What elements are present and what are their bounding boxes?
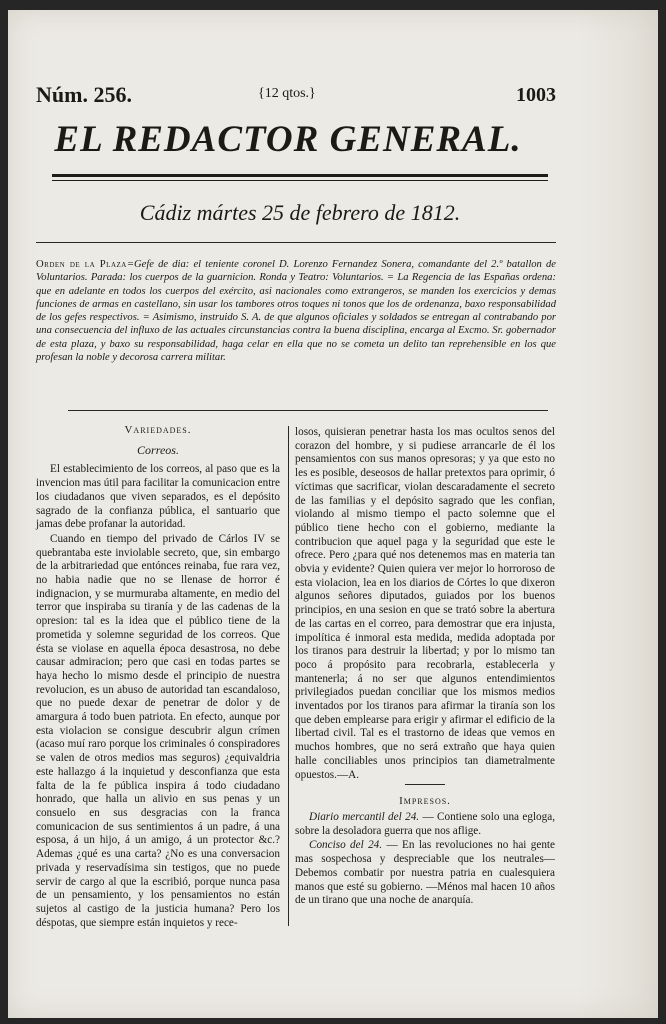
variedades-heading: Variedades. bbox=[124, 424, 192, 436]
impresos-item-label: Diario mercantil del 24. bbox=[309, 810, 420, 823]
issue-price: {12 qtos.} bbox=[258, 86, 316, 101]
article-continuation: losos, quisieran penetrar hasta los mas ocultos senos del corazon del hombre, y si pudiese arrancarle de él los pensamientos con sus manos opresoras; y ya que esto no les es posible, deseosos de hallar pretextos para oprimir, ó víctimas que sacrificar, violan descaradamente el secreto de las familias y el depósito sagrado que les confian, violando al mismo tiempo el pacto solemne que el público tiene hecho con el gobierno, mediante la contribucion que aquel paga y la seguridad que este le ofrece. Pero ¿para qué nos detenemos mas en materia tan obvia y evidente? Quien quiera ver mejor lo horroroso de esta violacion, lea en los diarios de Córtes lo que dixeron algunos señores diputados, guiados por los buenos principios, en una sesion en que se trató sobre la abertura de las cartas en el correo, para demostrar que era injusta, impolítica é inmoral esta medida, medida adoptada por los tiranos para destruir la libertad; y por lo mismo tan poco á propósito para recobrarla, establecerla y mantenerla; á no ser que algunos entendimientos privilegiados puedan conciliar que los mismos medios inventados por los tiranos para afirmar la tiranía son los que deben emplearse para erigir y afirmar el edificio de la libertad civil. Tal es el trastorno de ideas que vemos en muchos hombres, que no será extraño que haya quien halle conciliables unos principios tan diametralmente opuestos.—A. bbox=[295, 426, 555, 781]
article-paragraph: Cuando en tiempo del privado de Cárlos IV se quebrantaba este inviolable secreto, que, sin embargo de la arbitrariedad que entónces reinaba, fue rara vez, no habia nadie que no se llenase de horror é indignacion, y se murmuraba altamente, en medio del terror que inspiraba su tiranía y de las cadenas de la opresion: tal es la idea que el público tiene de la prometida y solemne seguridad de los correos. Que ésta se violase en aquella época desastrosa, no debe causar admiracion; pero que casi en todas partes se haya hecho lo mismo desde el principio de nuestra revolucion, es un abuso de autoridad tan escandaloso, que no puede dexar de penetrar de dolor y de amargura á todo buen patriota. En efecto, aunque por esta violacion se consigue descubrir algun crímen (acaso muí raro porque los criminales ó conspiradores se valen de otros medios mas seguros) ¿equivaldria este hallazgo á la inquietud y desconfianza que esta falta de la fe pública inspira á todo ciudadano honrado, que halla un alivio en sus penas y un consuelo en sus desgracias con la franca comunicacion de sus sentimientos á un padre, á una esposa, á un hijo, á un amigo, á un protector &c.? Ademas ¿qué es una carta? ¿No es una conversacion privada y reservadísima sin testigos, que no puede servir de cargo al que la escribió, porque nunca pasa de un pensamiento, y los pensamientos no están sujetos al castigo de la justicia humana? Pero los déspotas, que siempre están inquietos y rece- bbox=[36, 532, 280, 929]
orden-de-la-plaza bbox=[36, 258, 556, 364]
column-divider bbox=[288, 426, 289, 926]
dateline-rule bbox=[36, 242, 556, 243]
impresos-heading: Impresos. bbox=[399, 795, 451, 808]
newspaper-page bbox=[8, 10, 658, 1018]
correos-subheading: Correos. bbox=[137, 442, 179, 457]
masthead-row bbox=[36, 82, 556, 116]
impresos-item-text: — En las revoluciones no hai gente mas sospechosa y despreciable que los neutrales—Debemos combatir por nuestra patria en cualesquiera manos que esté su gobierno. —Ménos mal hacen 10 años de un tirano que una noche de anarquía. bbox=[295, 839, 555, 907]
article-end-rule bbox=[405, 784, 445, 785]
orden-text: =Gefe de dia: el teniente coronel D. Lorenzo Fernandez Sonera, comandante del 2.º batallon de Voluntarios. Parada: los cuerpos de la guarnicion. Ronda y Teatro: Voluntarios. = La Regencia de las Españas ordena: que en adelante en todos los cuerpos del exército, asi nacionales como extrangeros, se manden los exercicios y demas funciones de armas en castellano, sin usar los tambores otros toques ni tonos que los de ordenanza, baxo responsabilidad de los gefes respectivos. = Asimismo, instruido S. A. de que algunos oficiales y soldados se entregan al contrabando por una consecuencia del influxo de las actuales circunstancias contra la buena disciplina, encarga al Excmo. Sr. gobernador de esta plaza, y baxo su responsabilidad, haga celar en ella que no se cometa un delito tan reprehensible en los que profesan la noble y decorosa carrera militar. bbox=[36, 259, 556, 364]
impresos-item-text: — Contiene solo una egloga, sobre la desoladora guerra que nos aflige. bbox=[295, 810, 556, 837]
page-number: 1003 bbox=[516, 84, 556, 106]
issue-number: Núm. 256. bbox=[36, 82, 132, 107]
impresos-item bbox=[295, 811, 555, 838]
right-column bbox=[295, 426, 555, 908]
article-paragraph: El establecimiento de los correos, al paso que es la invencion mas útil para facilitar la comunicacion entre los ciudadanos que viven separados, es el depósito sagrado de la confianza pública, el santuario que jamas debe profanar la autoridad. bbox=[36, 463, 280, 531]
orden-lead: Orden de la Plaza bbox=[36, 259, 127, 270]
impresos-item-label: Conciso del 24. bbox=[309, 839, 383, 852]
impresos-item bbox=[295, 839, 555, 908]
left-column bbox=[36, 424, 280, 930]
title-rule bbox=[52, 174, 548, 181]
dateline: Cádiz mártes 25 de febrero de 1812. bbox=[139, 200, 461, 225]
newspaper-title: EL REDACTOR GENERAL. bbox=[54, 119, 522, 160]
section-rule bbox=[68, 410, 548, 411]
